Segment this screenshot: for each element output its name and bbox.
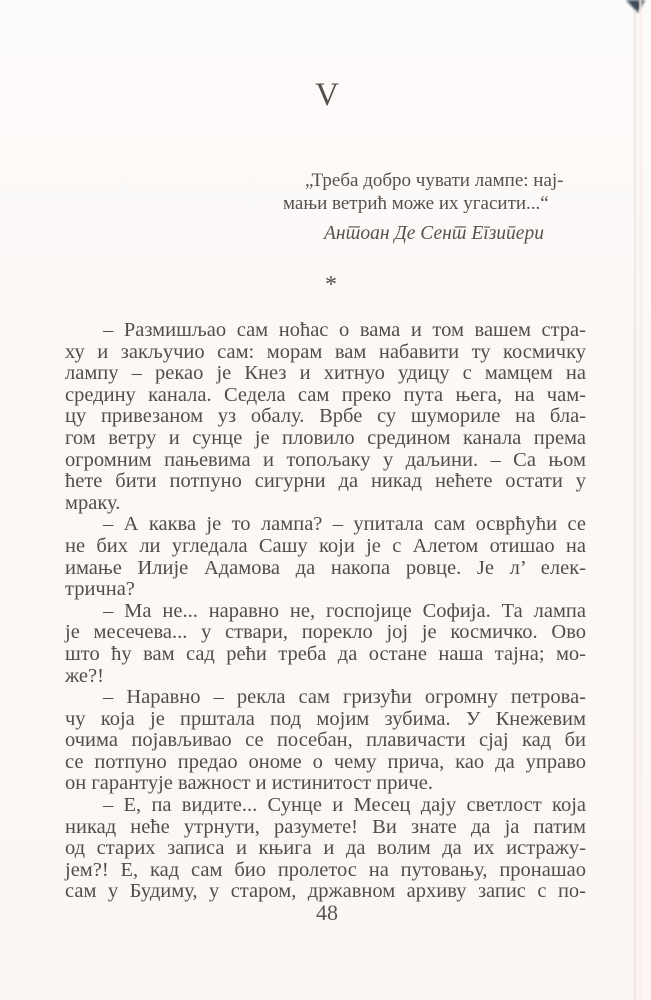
body-line: је месечева... у ствари, порекло јој је космичко. Ово [65, 621, 586, 644]
body-line: имање Илије Адамова да накопа ровце. Је л’ елек- [65, 556, 586, 579]
body-line: – Е, па видите... Сунце и Месец дају светлост која [103, 794, 586, 817]
body-line: гом ветру и сунце је пловило средином канала према [65, 426, 586, 449]
body-line: – Наравно – рекла сам гризући огромну петрова- [103, 686, 586, 709]
epigraph-line: „Треба добро чувати лампе: нај- [305, 170, 564, 191]
body-line: чу која је прштала под мојим зубима. У Кнежевим [65, 707, 586, 730]
body-line: ху и закључио сам: морам вам набавити ту космичку [65, 340, 586, 363]
body-line: он гарантује важност и истинитост приче. [65, 772, 434, 795]
body-line: мраку. [65, 491, 121, 514]
paragraph [65, 795, 586, 903]
body-line: цу привезаном уз обалу. Врбе су шумориле на бла- [65, 405, 586, 428]
body-line: средину канала. Седела сам преко пута њега, на чам- [65, 383, 586, 406]
body-line: трична? [65, 578, 135, 601]
body-line: огромним пањевима и топољаку у даљини. – Са њом [65, 448, 586, 471]
paragraph [65, 514, 586, 600]
body-line: – Ма не... наравно не, госпојице Софија. Та лампа [103, 599, 586, 622]
epigraph-attribution: Антоан Де Сент Егзипери [324, 223, 544, 244]
page-number: 48 [316, 900, 338, 925]
body-line: никад неће утрнути, разумете! Ви знате да ја патим [65, 815, 586, 838]
body-line: ћете бити потпуно сигурни да никад нећете остати у [65, 470, 586, 493]
body-line: же?! [65, 664, 104, 687]
paragraph [65, 601, 586, 687]
epigraph-line: мањи ветрић може их угасити...“ [283, 192, 549, 214]
body-line: сам у Будиму, у старом, државном архиву запис с по- [65, 880, 586, 903]
page-edge-highlight [639, 0, 642, 1000]
chapter-heading: V [315, 77, 339, 113]
body-line: од старих записа и књига и да волим да их истражу- [65, 837, 586, 860]
body-line: не бих ли угледала Сашу који је с Алетом отишао на [65, 534, 586, 557]
body-line: – А каква је то лампа? – упитала сам осврћући се [103, 513, 586, 536]
body-line: – Размишљао сам ноћас о вама и том вашем стра- [103, 319, 586, 341]
body-line: јем?! Е, кад сам био пролетос на путовању, пронашао [65, 858, 586, 881]
page-edge-line [634, 10, 636, 1000]
paragraph [65, 320, 586, 514]
paragraph [65, 687, 586, 795]
body-line: лампу – рекао је Кнез и хитнуо удицу с мамцем на [65, 362, 586, 385]
section-separator: * [325, 272, 337, 298]
body-line: очима појављивао се посебан, плавичасти сјај кад би [65, 729, 586, 752]
body-line: се потпуно предао ономе о чему прича, као да управо [65, 750, 586, 773]
body-text [65, 320, 586, 903]
body-line: што ћу вам сад рећи треба да остане наша тајна; мо- [65, 642, 586, 665]
epigraph-quote [283, 170, 585, 215]
